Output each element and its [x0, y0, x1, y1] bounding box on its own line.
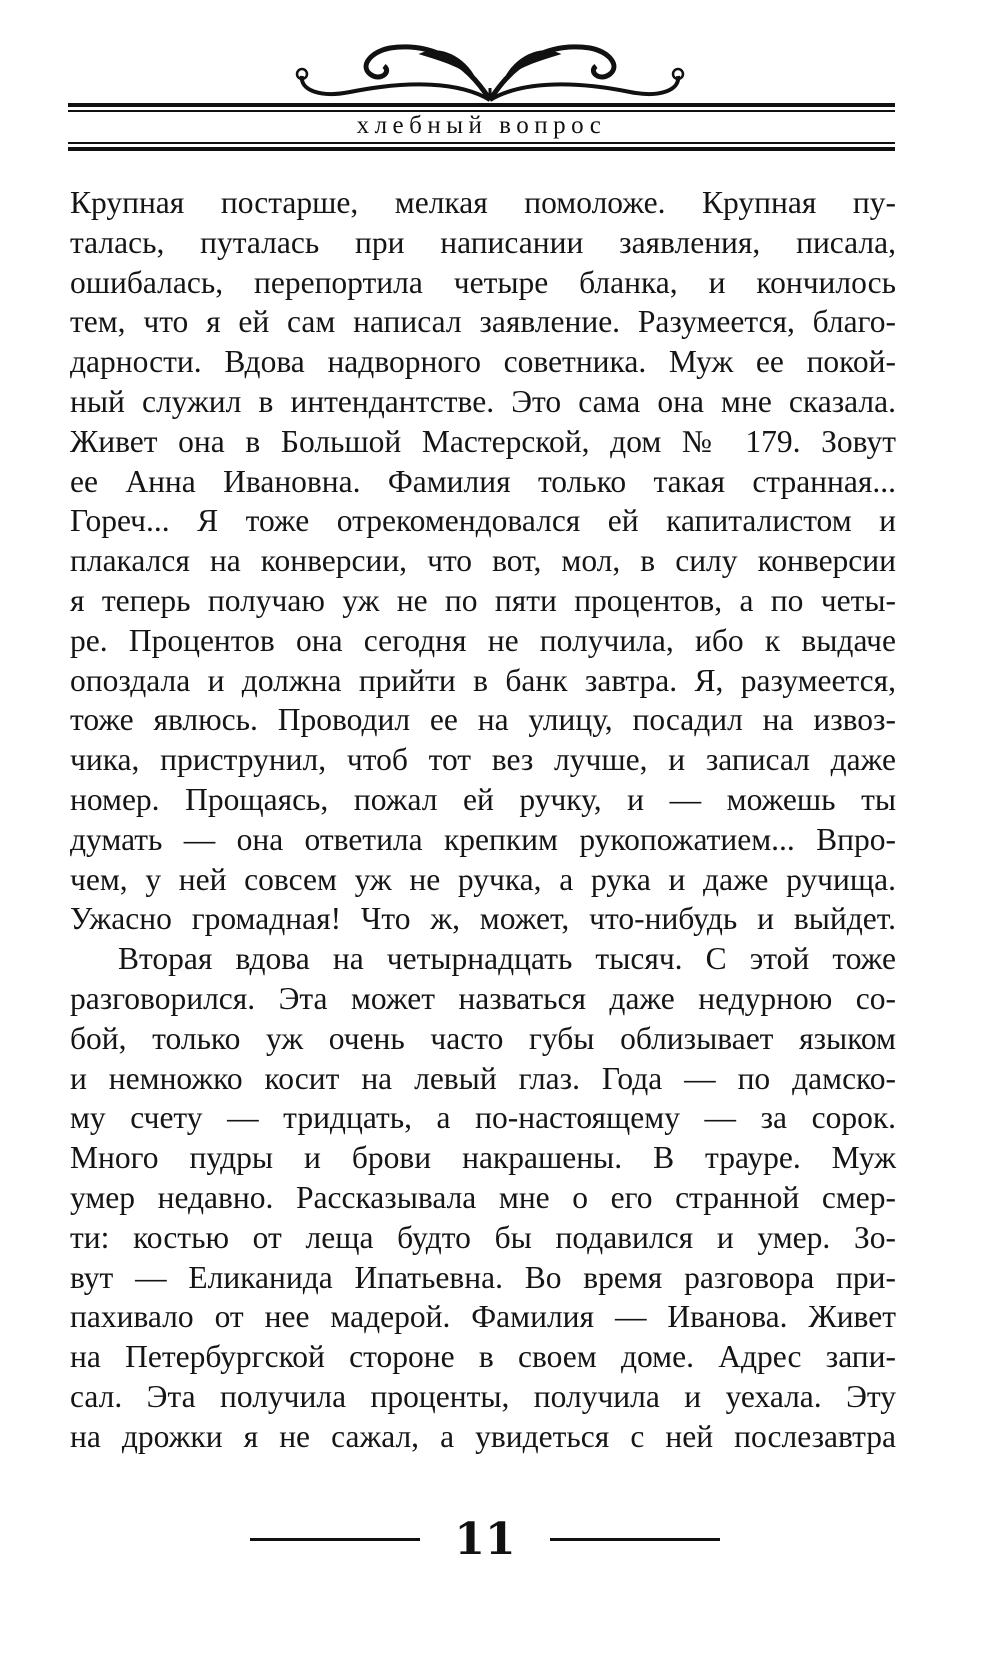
- paragraph: [70, 1138, 896, 1178]
- paragraph: [70, 1297, 896, 1337]
- paragraph: [70, 422, 896, 462]
- paragraph: [70, 183, 896, 223]
- text-line: на дрожки я не сажал, а увидеться с ней послезавтра: [70, 1418, 896, 1454]
- paragraph: [70, 939, 896, 979]
- text-line: разговорился. Эта может назваться даже недурною со-: [70, 980, 896, 1016]
- text-line: чем, у ней совсем уж не ручка, а рука и даже ручища.: [70, 861, 896, 897]
- paragraph: [70, 1417, 896, 1457]
- text-line: Вторая вдова на четырнадцать тысяч. С этой тоже: [118, 941, 896, 977]
- text-line: Крупная постарше, мелкая помоложе. Крупная пу-: [70, 185, 896, 220]
- paragraph: [70, 740, 896, 780]
- text-line: тем, что я ей сам написал заявление. Разумеется, благо-: [70, 304, 896, 340]
- text-line: на Петербургской стороне в своем доме. Адрес запи-: [70, 1339, 896, 1375]
- text-line: ти: костью от леща будто бы подавился и умер. Зо-: [70, 1219, 896, 1255]
- header-rule-thin-bottom: [68, 142, 895, 144]
- text-line: талась, путалась при написании заявления, писала,: [70, 224, 896, 260]
- page-footer: [250, 1515, 720, 1565]
- text-line: Ужасно громадная! Что ж, может, что-нибудь и выйдет.: [70, 901, 896, 937]
- paragraph: [70, 1258, 896, 1298]
- text-line: сал. Эта получила проценты, получила и уехала. Эту: [70, 1378, 896, 1414]
- text-line: Много пудры и брови накрашены. В трауре. Муж: [70, 1140, 896, 1176]
- header-rule-thick-bottom: [68, 147, 895, 151]
- paragraph: [70, 780, 896, 820]
- text-line: номер. Прощаясь, пожал ей ручку, и — можешь ты: [70, 781, 896, 817]
- footer-rule-left: [250, 1538, 420, 1541]
- text-line: умер недавно. Рассказывала мне о его странной смер-: [70, 1179, 896, 1215]
- paragraph: [70, 1337, 896, 1377]
- paragraph: [70, 462, 896, 502]
- text-line: вут — Еликанида Ипатьевна. Во время разговора при-: [70, 1259, 896, 1295]
- paragraph: [70, 342, 896, 382]
- text-line: тоже явлюсь. Проводил ее на улицу, посадил на извоз-: [70, 702, 896, 738]
- paragraph: [70, 1178, 896, 1218]
- paragraph: [70, 382, 896, 422]
- text-line: Гореч... Я тоже отрекомендовался ей капиталистом и: [70, 503, 896, 539]
- text-line: бой, только уж очень часто губы облизывает языком: [70, 1020, 896, 1056]
- text-line: ее Анна Ивановна. Фамилия только такая странная...: [70, 463, 896, 499]
- paragraph: [70, 302, 896, 342]
- paragraph: [70, 899, 896, 939]
- paragraph: [70, 1218, 896, 1258]
- text-line: плакался на конверсии, что вот, мол, в силу конверсии: [70, 543, 896, 579]
- footer-rule-right: [550, 1538, 720, 1541]
- text-line: чика, приструнил, чтоб тот вез лучше, и записал даже: [70, 742, 896, 778]
- paragraph: [70, 621, 896, 661]
- body-text: [70, 183, 896, 1457]
- text-line: ре. Процентов она сегодня не получила, ибо к выдаче: [70, 622, 896, 658]
- paragraph: [70, 1019, 896, 1059]
- paragraph: [70, 700, 896, 740]
- paragraph: [70, 501, 896, 541]
- paragraph: [70, 1377, 896, 1417]
- text-line: му счету — тридцать, а по-настоящему — за сорок.: [70, 1100, 896, 1136]
- header-ornament: [290, 30, 690, 105]
- page-number: 11: [454, 1514, 516, 1565]
- text-line: пахивало от нее мадерой. Фамилия — Иванова. Живет: [70, 1299, 896, 1335]
- paragraph: [70, 263, 896, 303]
- text-line: ошибалась, перепортила четыре бланка, и кончилось: [70, 264, 896, 300]
- paragraph: [70, 860, 896, 900]
- paragraph: [70, 1098, 896, 1138]
- paragraph: [70, 581, 896, 621]
- paragraph: [70, 1059, 896, 1099]
- running-head: хлебный вопрос: [356, 112, 607, 139]
- paragraph: [70, 223, 896, 263]
- text-line: Живет она в Большой Мастерской, дом № 179. Зовут: [70, 423, 896, 459]
- text-line: дарности. Вдова надворного советника. Муж ее покой-: [70, 344, 896, 380]
- text-line: думать — она ответила крепким рукопожатием... Впро-: [70, 821, 896, 857]
- paragraph: [70, 541, 896, 581]
- header-rule-thick-top: [68, 103, 895, 107]
- text-line: и немножко косит на левый глаз. Года — по дамско-: [70, 1060, 896, 1096]
- text-line: я теперь получаю уж не по пяти процентов, а по четы-: [70, 582, 896, 618]
- text-line: опоздала и должна прийти в банк завтра. Я, разумеется,: [70, 662, 896, 698]
- text-line: ный служил в интендантстве. Это сама она мне сказала.: [70, 383, 896, 419]
- paragraph: [70, 661, 896, 701]
- paragraph: [70, 820, 896, 860]
- paragraph: [70, 979, 896, 1019]
